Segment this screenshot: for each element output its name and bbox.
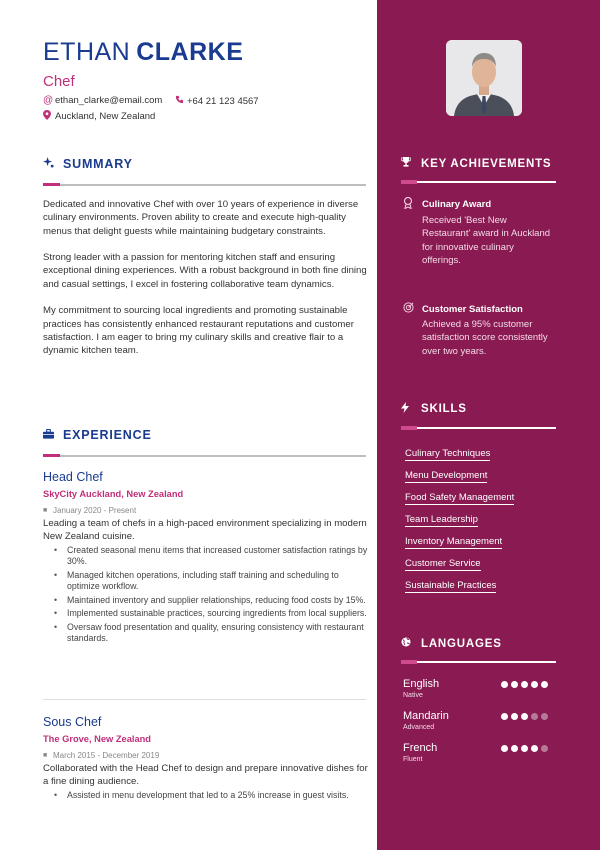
language-item [403,742,548,763]
language-rating [501,745,548,752]
language-rating [501,713,548,720]
job-description: Collaborated with the Head Chef to design and prepare innovative dishes for a fine dining audience. [43,763,368,787]
achievement-desc: Achieved a 95% customer satisfaction score consistently over two years. [422,319,548,357]
language-level: Advanced [403,724,435,731]
job-divider [43,699,366,700]
job-dates: ■ March 2015 - December 2019 [43,751,160,760]
list-item: • Oversaw food presentation and quality, ensuring consistency with restaurant standards. [43,622,368,645]
summary-text [43,198,368,371]
summary-header [43,157,366,186]
skill-tag: Culinary Techniques [405,448,491,459]
skills-divider [401,427,556,429]
experience-header [43,428,366,457]
phone-icon [175,95,187,107]
globe-icon [401,637,421,650]
skill-tag: Team Leadership [405,514,478,525]
language-rating [501,681,548,688]
rating-dot-filled [501,713,508,720]
summary-title: SUMMARY [63,157,133,171]
calendar-icon: ■ [43,752,48,759]
list-item: • Implemented sustainable practices, sourcing ingredients from local suppliers. [43,608,368,619]
achievement-item [403,197,553,267]
skills-title: SKILLS [421,403,467,415]
candidate-name [43,38,243,67]
rating-dot-filled [521,745,528,752]
sparkle-icon [43,157,63,171]
summary-paragraph: Strong leader with a passion for mentoring kitchen staff and ensuring exceptional dining experiences. With a robust background in both fine dining and casual settings, I excel in fostering collaborative team dynamics. [43,252,367,290]
language-name: French [403,742,438,754]
rating-dot-filled [501,681,508,688]
first-name: ETHAN [43,38,131,66]
email-text: ethan_clarke@email.com [55,95,163,106]
achievements-header [401,157,556,183]
rating-dot-filled [501,745,508,752]
achievements-divider [401,181,556,183]
summary-paragraph: My commitment to sourcing local ingredients and promoting sustainable practices has consistently enhanced restaurant reputations and customer satisfaction. I am eager to bring my culinary skills and creative flair to a dynamic kitchen team. [43,305,354,357]
skill-tag: Menu Development [405,470,488,481]
rating-dot-empty [531,713,538,720]
summary-divider [43,184,366,186]
rating-dot-filled [521,713,528,720]
job-bullets [43,545,368,644]
languages-header [401,637,556,663]
job-entry [43,470,368,646]
rating-dot-filled [511,713,518,720]
profile-photo [446,40,522,116]
rating-dot-filled [521,681,528,688]
skill-tag: Customer Service [405,558,481,569]
experience-title: EXPERIENCE [63,428,152,442]
rating-dot-filled [511,745,518,752]
target-icon [403,302,422,316]
at-icon: @ [43,95,54,106]
list-item: • Managed kitchen operations, including staff training and scheduling to optimize workflow. [43,570,368,593]
contact-location [43,110,155,123]
experience-divider [43,455,366,457]
job-role: Chef [43,73,75,90]
map-pin-icon [43,110,55,123]
calendar-icon: ■ [43,507,48,514]
language-name: English [403,678,440,690]
award-icon [403,197,422,212]
language-level: Native [403,692,423,699]
contact-phone[interactable] [175,95,259,107]
last-name: CLARKE [136,38,244,66]
summary-paragraph: Dedicated and innovative Chef with over 10 years of experience in diverse culinary environments. Proven ability to create and execute high-quality menus that delight guests while maintaining budgetary constraints. [43,199,359,237]
language-level: Fluent [403,756,423,763]
skill-tag: Sustainable Practices [405,580,497,591]
rating-dot-empty [541,713,548,720]
list-item: • Assisted in menu development that led to a 25% increase in guest visits. [43,790,368,801]
rating-dot-filled [531,681,538,688]
job-title: Sous Chef [43,715,102,729]
location-text: Auckland, New Zealand [55,111,156,122]
briefcase-icon [43,429,63,442]
skills-list [405,443,514,597]
list-item: • Created seasonal menu items that increased customer satisfaction ratings by 30%. [43,545,368,568]
languages-title: LANGUAGES [421,637,502,650]
job-entry [43,715,368,803]
phone-text: +64 21 123 4567 [187,95,259,107]
job-title: Head Chef [43,470,103,484]
rating-dot-filled [531,745,538,752]
job-description: Leading a team of chefs in a high-paced environment specializing in modern New Zealand cuisine. [43,518,367,542]
trophy-icon [401,157,421,170]
job-company: SkyCity Auckland, New Zealand [43,489,184,499]
list-item: • Maintained inventory and supplier relationships, reducing food costs by 15%. [43,595,368,606]
language-item [403,710,548,731]
contact-email[interactable] [43,95,162,106]
language-name: Mandarin [403,710,449,722]
bolt-icon [401,402,421,416]
achievement-title: Culinary Award [422,199,492,210]
achievements-title: KEY ACHIEVEMENTS [421,157,552,170]
skill-tag: Inventory Management [405,536,503,547]
job-dates: ■ January 2020 - Present [43,506,137,515]
rating-dot-filled [511,681,518,688]
achievement-item [403,302,553,358]
achievement-desc: Received 'Best New Restaurant' award in Auckland for innovative culinary offerings. [422,215,551,266]
languages-divider [401,661,556,663]
achievement-title: Customer Satisfaction [422,303,523,315]
skills-header [401,402,556,429]
language-item [403,678,548,699]
skill-tag: Food Safety Management [405,492,515,503]
job-company: The Grove, New Zealand [43,734,151,744]
job-bullets [43,790,368,801]
rating-dot-empty [541,745,548,752]
rating-dot-filled [541,681,548,688]
